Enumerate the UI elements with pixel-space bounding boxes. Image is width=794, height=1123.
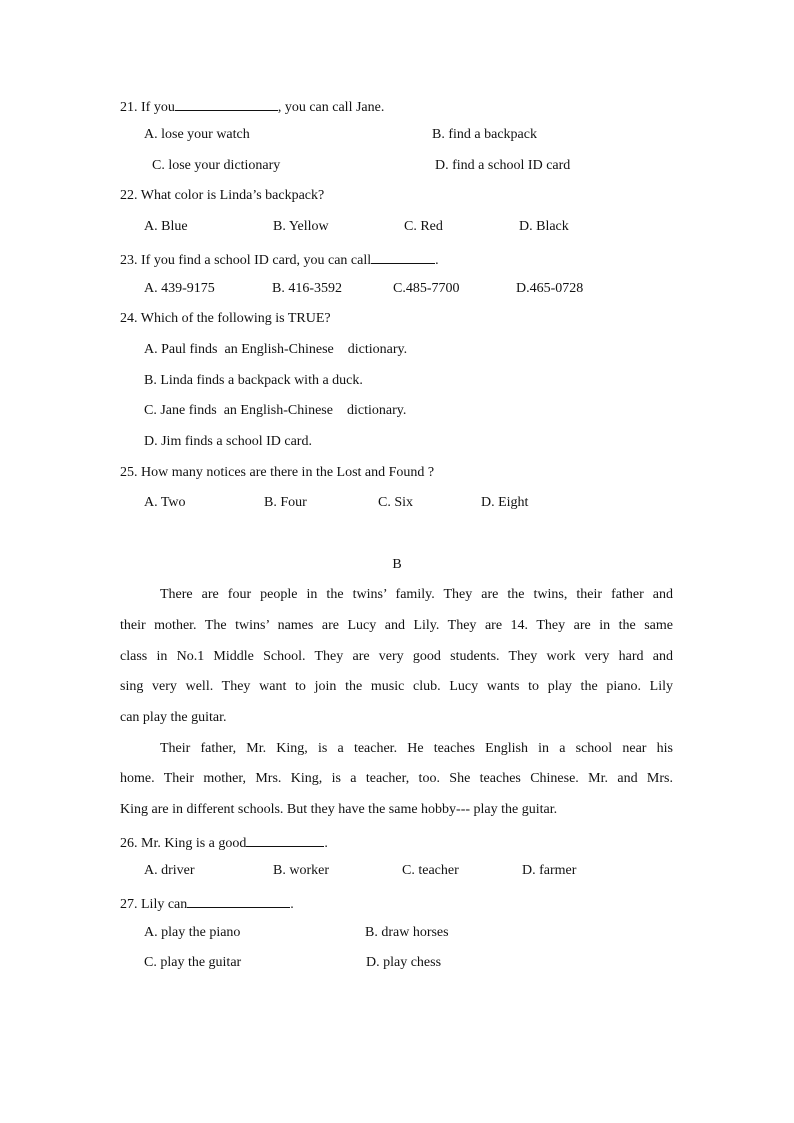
question-21-option-d[interactable]: D. find a school ID card bbox=[435, 158, 571, 173]
question-23-option-c[interactable]: C.485-7700 bbox=[393, 281, 460, 296]
question-22-option-b[interactable]: B. Yellow bbox=[273, 219, 329, 234]
question-25-option-d[interactable]: D. Eight bbox=[481, 495, 529, 510]
question-26-option-a[interactable]: A. driver bbox=[144, 863, 195, 878]
question-22-option-c[interactable]: C. Red bbox=[404, 219, 443, 234]
question-25-option-b[interactable]: B. Four bbox=[264, 495, 307, 510]
paragraph-1-line-1: There are four people in the twins’ family. They are the twins, their father and bbox=[160, 587, 673, 602]
paragraph-1-line-5: can play the guitar. bbox=[120, 710, 227, 725]
question-25-option-a[interactable]: A. Two bbox=[144, 495, 186, 510]
question-25-option-c[interactable]: C. Six bbox=[378, 495, 414, 510]
question-22-option-d[interactable]: D. Black bbox=[519, 219, 569, 234]
paragraph-1-line-4: sing very well. They want to join the music club. Lucy wants to play the piano. Lily bbox=[120, 679, 673, 694]
question-23-text-after: . bbox=[435, 253, 439, 268]
question-23-stem bbox=[120, 249, 439, 270]
question-26-text-after: . bbox=[324, 836, 328, 851]
question-23-text-before: 23. If you find a school ID card, you can call bbox=[120, 253, 372, 268]
question-22-option-a[interactable]: A. Blue bbox=[144, 219, 188, 234]
question-26-stem bbox=[120, 832, 328, 853]
question-27-option-d[interactable]: D. play chess bbox=[366, 955, 442, 970]
question-23-option-d[interactable]: D.465-0728 bbox=[516, 281, 584, 296]
question-21-stem bbox=[120, 96, 384, 117]
question-24-option-c[interactable]: C. Jane finds an English-Chinese dictionary. bbox=[144, 403, 407, 418]
paragraph-1-line-2: their mother. The twins’ names are Lucy and Lily. They are 14. They are in the same bbox=[120, 618, 673, 633]
question-27-stem bbox=[120, 893, 294, 914]
question-21-option-c[interactable]: C. lose your dictionary bbox=[152, 158, 281, 173]
question-27-option-b[interactable]: B. draw horses bbox=[365, 925, 449, 940]
question-27-option-a[interactable]: A. play the piano bbox=[144, 925, 241, 940]
question-27-text-before: 27. Lily can bbox=[120, 897, 188, 912]
question-22-stem: 22. What color is Linda’s backpack? bbox=[120, 188, 325, 203]
question-21-text-before: 21. If you bbox=[120, 100, 175, 115]
paragraph-2-line-1: Their father, Mr. King, is a teacher. He teaches English in a school near his bbox=[160, 741, 673, 756]
question-23-option-a[interactable]: A. 439-9175 bbox=[144, 281, 215, 296]
question-24-option-d[interactable]: D. Jim finds a school ID card. bbox=[144, 434, 312, 449]
question-26-text-before: 26. Mr. King is a good bbox=[120, 836, 247, 851]
paragraph-2-line-2: home. Their mother, Mrs. King, is a teacher, too. She teaches Chinese. Mr. and Mrs. bbox=[120, 771, 673, 786]
question-24-option-a[interactable]: A. Paul finds an English-Chinese dictionary. bbox=[144, 342, 408, 357]
section-b-heading: B bbox=[392, 557, 402, 572]
question-27-blank[interactable] bbox=[187, 893, 290, 908]
paragraph-2-line-3: King are in different schools. But they have the same hobby--- play the guitar. bbox=[120, 802, 558, 817]
question-26-option-c[interactable]: C. teacher bbox=[402, 863, 459, 878]
question-27-text-after: . bbox=[290, 897, 294, 912]
question-25-stem: 25. How many notices are there in the Lost and Found ? bbox=[120, 465, 435, 480]
question-23-blank[interactable] bbox=[371, 249, 435, 264]
question-21-text-after: , you can call Jane. bbox=[277, 100, 385, 115]
question-26-option-d[interactable]: D. farmer bbox=[522, 863, 577, 878]
question-26-blank[interactable] bbox=[246, 832, 324, 847]
question-27-option-c[interactable]: C. play the guitar bbox=[144, 955, 242, 970]
question-26-option-b[interactable]: B. worker bbox=[273, 863, 329, 878]
paragraph-1-line-3: class in No.1 Middle School. They are very good students. They work very hard and bbox=[120, 649, 673, 664]
question-21-option-b[interactable]: B. find a backpack bbox=[432, 127, 537, 142]
question-24-option-b[interactable]: B. Linda finds a backpack with a duck. bbox=[144, 373, 363, 388]
question-23-option-b[interactable]: B. 416-3592 bbox=[272, 281, 342, 296]
question-21-option-a[interactable]: A. lose your watch bbox=[144, 127, 250, 142]
question-21-blank[interactable] bbox=[175, 96, 278, 111]
question-24-stem: 24. Which of the following is TRUE? bbox=[120, 311, 331, 326]
